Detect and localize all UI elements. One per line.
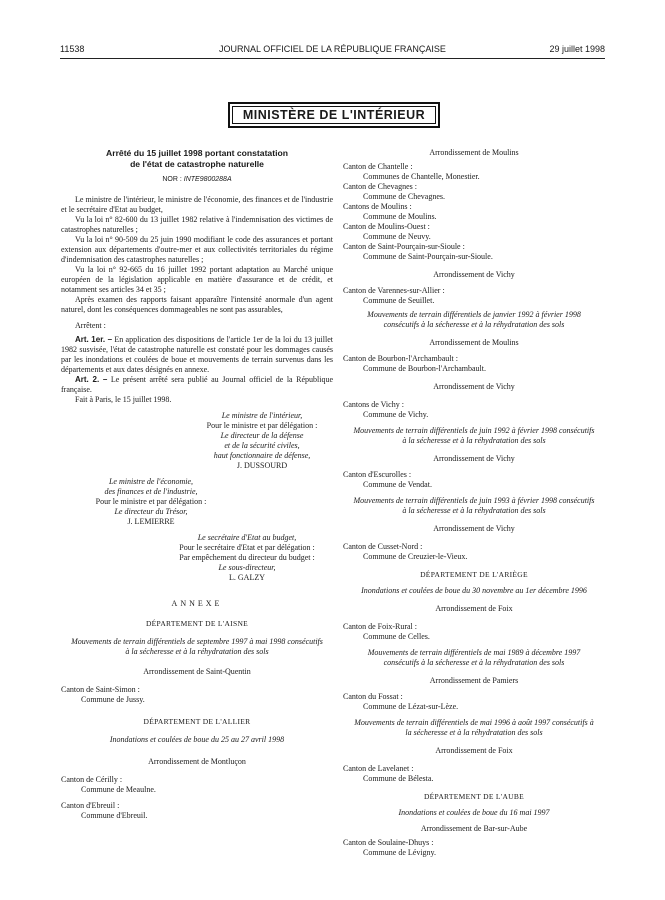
event-description: Inondations et coulées de boue du 16 mai 1997: [398, 808, 550, 817]
arrondissement-heading: Arrondissement de Saint-Quentin: [143, 667, 251, 676]
canton: Canton de Foix-Rural :: [343, 622, 417, 631]
right-column: [343, 148, 605, 858]
canton: Canton du Fossat :: [343, 692, 403, 701]
nor-code: INTE9800288A: [183, 176, 232, 183]
canton: Canton de Cusset-Nord :: [343, 542, 423, 551]
event-description: Mouvements de terrain différentiels de mai 1989 à décembre 1997 consécutifs à la sécheresse et à la réhydratation des sols: [367, 648, 581, 667]
signature-line: et de la sécurité civiles,: [224, 441, 300, 450]
canton: Canton d'Ebreuil :: [61, 801, 120, 810]
left-column: [61, 148, 333, 821]
signature-line: Pour le secrétaire d'Etat et par délégation :: [179, 543, 315, 552]
signature-line: Pour le ministre et par délégation :: [95, 497, 207, 506]
arrondissement-heading: Arrondissement de Moulins: [429, 338, 519, 347]
arrondissement-heading: Arrondissement de Pamiers: [429, 676, 519, 685]
signature-line: Par empêchement du directeur du budget :: [179, 553, 315, 562]
commune: Commune de Jussy.: [81, 695, 145, 704]
event-description: Mouvements de terrain différentiels de mai 1996 à août 1997 consécutifs à la sécheresse et à la réhydratation des sols: [354, 718, 594, 737]
arrondissement-heading: Arrondissement de Foix: [435, 604, 513, 613]
arrondissement-heading: Arrondissement de Vichy: [433, 454, 515, 463]
preamble-ministers: Le ministre de l'intérieur, le ministre de l'économie, des finances et de l'industrie et le secrétaire d'Etat au budget,: [61, 195, 333, 214]
decree-title-line-2: de l'état de catastrophe naturelle: [130, 158, 264, 169]
ministry-box: [228, 102, 440, 128]
arretent: Arrêtent :: [75, 321, 106, 330]
fait-a-paris: Fait à Paris, le 15 juillet 1998.: [75, 395, 172, 404]
commune: Commune de Bélesta.: [363, 774, 434, 783]
event-description: Mouvements de terrain différentiels de juin 1993 à février 1998 consécutifs à la sécheresse et à la réhydratation des sols: [353, 496, 595, 515]
canton: Canton de Cérilly :: [61, 775, 123, 784]
signature-line: Pour le ministre et par délégation :: [206, 421, 318, 430]
signature-line: Le directeur du Trésor,: [114, 507, 188, 516]
signature-line: haut fonctionnaire de défense,: [213, 451, 311, 460]
event-description: Mouvements de terrain différentiels de septembre 1997 à mai 1998 consécutifs à la sécheresse et à la réhydratation des sols: [71, 637, 323, 656]
canton: Canton de Chantelle :: [343, 162, 413, 171]
commune: Commune de Vendat.: [363, 480, 432, 489]
article-1-text: En application des dispositions de l'article 1er de la loi du 13 juillet 1982 susvisée, l'état de catastrophe naturelle est constaté pour les dommages causés par les inondations et coulées de boue et mouvements de terrain survenus dans les départements et aux dates désignés en annexe.: [61, 335, 333, 374]
signatory-name: J. DUSSOURD: [236, 461, 288, 470]
signatory-name: L. GALZY: [229, 573, 265, 582]
article-1: [61, 335, 333, 375]
ministry-title: MINISTÈRE DE L'INTÉRIEUR: [232, 106, 436, 124]
event-description: Mouvements de terrain différentiels de juin 1992 à février 1998 consécutifs à la sécheresse et à la réhydratation des sols: [353, 426, 595, 445]
canton: Canton de Soulaine-Dhuys :: [343, 838, 434, 847]
signature-economie: [61, 477, 241, 527]
commune: Commune de Meaulne.: [81, 785, 156, 794]
commune: Commune de Neuvy.: [363, 232, 431, 241]
canton: Canton de Lavelanet :: [343, 764, 414, 773]
arrondissement-heading: Arrondissement de Moulins: [429, 148, 519, 157]
article-1-label: Art. 1er. –: [75, 335, 113, 344]
commune: Commune de Creuzier-le-Vieux.: [363, 552, 468, 561]
page-header: [60, 44, 605, 58]
signature-line: Le ministre de l'intérieur,: [221, 411, 303, 420]
preamble-examen: Après examen des rapports faisant apparaître l'intensité anormale d'un agent naturel, dont les conséquences dommageables ne sont pas assurables,: [61, 295, 333, 314]
commune: Commune de Moulins.: [363, 212, 437, 221]
signature-line: Le secrétaire d'Etat au budget,: [197, 533, 297, 542]
arrondissement-heading: Arrondissement de Bar-sur-Aube: [420, 824, 528, 833]
arrondissement-heading: Arrondissement de Vichy: [433, 382, 515, 391]
commune: Commune de Saint-Pourçain-sur-Sioule.: [363, 252, 493, 261]
commune: Communes de Chantelle, Monestier.: [363, 172, 480, 181]
preamble-loi-1982: Vu la loi n° 82-600 du 13 juillet 1982 relative à l'indemnisation des victimes de catastrophes naturelles ;: [61, 215, 333, 234]
commune: Commune de Lévigny.: [363, 848, 437, 857]
signature-line: Le ministre de l'économie,: [108, 477, 194, 486]
signature-line: Le directeur de la défense: [220, 431, 304, 440]
commune: Commune de Vichy.: [363, 410, 429, 419]
article-2-label: Art. 2. –: [75, 375, 108, 384]
signature-line: Le sous-directeur,: [218, 563, 276, 572]
issue-date: 29 juillet 1998: [549, 44, 605, 54]
department-heading: DÉPARTEMENT DE L'ALLIER: [143, 717, 251, 726]
signatory-name: J. LEMIERRE: [127, 517, 175, 526]
canton: Cantons de Vichy :: [343, 400, 404, 409]
event-description: Mouvements de terrain différentiels de janvier 1992 à février 1998 consécutifs à la sécheresse et à la réhydratation des sols: [367, 310, 581, 329]
signature-interieur: [191, 411, 333, 471]
arrondissement-heading: Arrondissement de Vichy: [433, 270, 515, 279]
annexe-heading: ANNEXE: [171, 599, 223, 608]
event-description: Inondations et coulées de boue du 30 novembre au 1er décembre 1996: [361, 586, 587, 595]
article-2-text: Le présent arrêté sera publié au Journal officiel de la République française.: [61, 375, 333, 394]
canton: Canton de Varennes-sur-Allier :: [343, 286, 445, 295]
decree-title-line-1: Arrêté du 15 juillet 1998 portant constatation: [106, 148, 288, 158]
commune: Commune de Seuillet.: [363, 296, 435, 305]
department-heading: DÉPARTEMENT DE L'ARIÈGE: [420, 570, 528, 579]
canton: Canton de Bourbon-l'Archambault :: [343, 354, 458, 363]
page-number: 11538: [60, 44, 85, 54]
commune: Commune de Celles.: [363, 632, 430, 641]
commune: Commune de Chevagnes.: [363, 192, 445, 201]
journal-title: JOURNAL OFFICIEL DE LA RÉPUBLIQUE FRANÇAISE: [219, 44, 446, 54]
canton: Canton de Saint-Simon :: [61, 685, 140, 694]
canton: Canton d'Escurolles :: [343, 470, 412, 479]
commune: Commune d'Ebreuil.: [81, 811, 148, 820]
commune: Commune de Bourbon-l'Archambault.: [363, 364, 486, 373]
header-rule: [60, 58, 605, 59]
preamble-loi-1990: Vu la loi n° 90-509 du 25 juin 1990 modifiant le code des assurances et portant extension aux départements d'outre-mer et aux collectivités territoriales du régime d'indemnisation des catastrophes naturelles ;: [61, 235, 333, 264]
signature-budget: [161, 533, 333, 583]
arrondissement-heading: Arrondissement de Foix: [435, 746, 513, 755]
arrondissement-heading: Arrondissement de Montluçon: [148, 757, 246, 766]
preamble-loi-1992: Vu la loi n° 92-665 du 16 juillet 1992 portant adaptation au Marché unique européen de la législation applicable en matière d'assurance et de crédit, et notamment ses articles 34 et 35 ;: [61, 265, 333, 294]
article-2: [61, 375, 333, 395]
commune: Commune de Lézat-sur-Lèze.: [363, 702, 459, 711]
event-description: Inondations et coulées de boue du 25 au 27 avril 1998: [109, 735, 285, 744]
canton: Cantons de Moulins :: [343, 202, 412, 211]
nor-reference: [61, 175, 333, 185]
nor-label: NOR :: [162, 176, 184, 183]
signature-line: des finances et de l'industrie,: [104, 487, 198, 496]
department-heading: DÉPARTEMENT DE L'AISNE: [145, 619, 249, 628]
canton: Canton de Saint-Pourçain-sur-Sioule :: [343, 242, 465, 251]
arrondissement-heading: Arrondissement de Vichy: [433, 524, 515, 533]
department-heading: DÉPARTEMENT DE L'AUBE: [423, 792, 525, 801]
canton: Canton de Chevagnes :: [343, 182, 417, 191]
canton: Canton de Moulins-Ouest :: [343, 222, 430, 231]
